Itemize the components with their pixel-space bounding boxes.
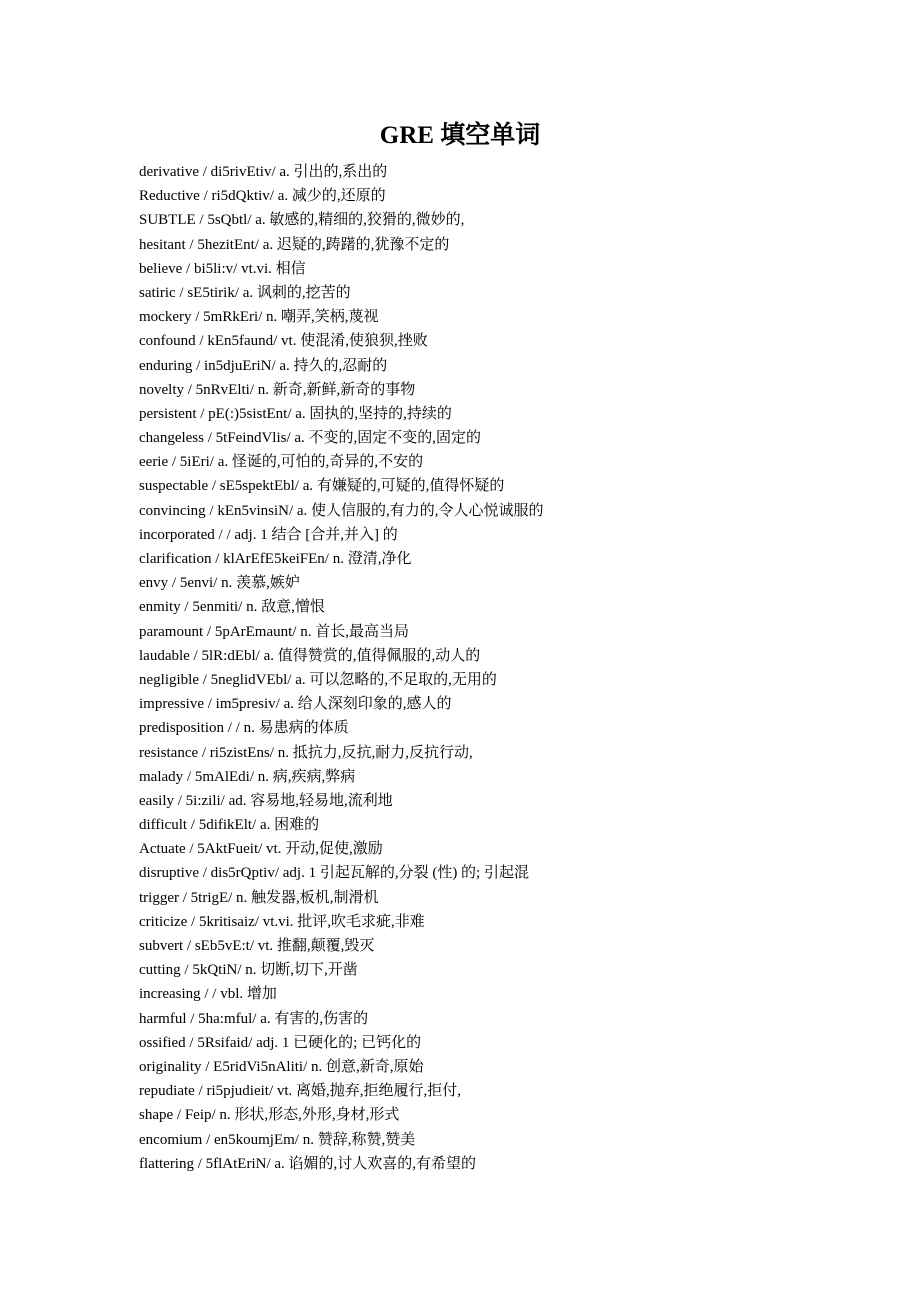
vocabulary-entry: predisposition / / n. 易患病的体质: [139, 720, 349, 737]
vocabulary-entry: hesitant / 5hezitEnt/ a. 迟疑的,踌躇的,犹豫不定的: [139, 236, 450, 253]
vocabulary-entry: shape / Feip/ n. 形状,形态,外形,身材,形式: [139, 1107, 400, 1124]
vocabulary-entry: difficult / 5difikElt/ a. 困难的: [139, 817, 320, 834]
vocabulary-entry: novelty / 5nRvElti/ n. 新奇,新鲜,新奇的事物: [139, 381, 416, 398]
vocabulary-entry: enmity / 5enmiti/ n. 敌意,憎恨: [139, 599, 325, 616]
vocabulary-entry: malady / 5mAlEdi/ n. 病,疾病,弊病: [139, 768, 356, 785]
vocabulary-entry: laudable / 5lR:dEbl/ a. 值得赞赏的,值得佩服的,动人的: [139, 647, 481, 664]
vocabulary-entry: convincing / kEn5vinsiN/ a. 使人信服的,有力的,令人心悦诚服的: [139, 502, 544, 519]
vocabulary-entry: Actuate / 5AktFueit/ vt. 开动,促使,激励: [139, 841, 383, 858]
vocabulary-entry: repudiate / ri5pjudieit/ vt. 离婚,抛弃,拒绝履行,拒付,: [139, 1083, 462, 1100]
vocabulary-entry: easily / 5i:zili/ ad. 容易地,轻易地,流利地: [139, 792, 393, 809]
vocabulary-entry: satiric / sE5tirik/ a. 讽刺的,挖苦的: [139, 284, 351, 301]
vocabulary-entry: disruptive / dis5rQptiv/ adj. 1 引起瓦解的,分裂 (性) 的; 引起混: [139, 865, 529, 882]
vocabulary-entry: trigger / 5trigE/ n. 触发器,板机,制滑机: [139, 889, 379, 906]
vocabulary-entry: enduring / in5djuEriN/ a. 持久的,忍耐的: [139, 357, 388, 374]
vocabulary-entry: resistance / ri5zistEns/ n. 抵抗力,反抗,耐力,反抗行动,: [139, 744, 473, 761]
vocabulary-entry: believe / bi5li:v/ vt.vi. 相信: [139, 260, 306, 277]
vocabulary-entry: changeless / 5tFeindVlis/ a. 不变的,固定不变的,固定的: [139, 430, 482, 447]
vocabulary-entry: negligible / 5neglidVEbl/ a. 可以忽略的,不足取的,无用的: [139, 671, 497, 688]
vocabulary-entry: persistent / pE(:)5sistEnt/ a. 固执的,坚持的,持续的: [139, 405, 452, 422]
vocabulary-list: [139, 160, 839, 1176]
vocabulary-entry: harmful / 5ha:mful/ a. 有害的,伤害的: [139, 1010, 369, 1027]
vocabulary-entry: envy / 5envi/ n. 羡慕,嫉妒: [139, 575, 300, 592]
vocabulary-entry: increasing / / vbl. 增加: [139, 986, 277, 1003]
vocabulary-entry: flattering / 5flAtEriN/ a. 谄媚的,讨人欢喜的,有希望的: [139, 1155, 477, 1172]
vocabulary-entry: derivative / di5rivEtiv/ a. 引出的,系出的: [139, 164, 388, 180]
vocabulary-entry: Reductive / ri5dQktiv/ a. 减少的,还原的: [139, 188, 386, 205]
vocabulary-entry: incorporated / / adj. 1 结合 [合并,并入] 的: [139, 526, 398, 543]
vocabulary-entry: impressive / im5presiv/ a. 给人深刻印象的,感人的: [139, 696, 452, 713]
vocabulary-entry: paramount / 5pArEmaunt/ n. 首长,最高当局: [139, 623, 409, 640]
vocabulary-entry: mockery / 5mRkEri/ n. 嘲弄,笑柄,蔑视: [139, 309, 379, 326]
vocabulary-entry: originality / E5ridVi5nAliti/ n. 创意,新奇,原始: [139, 1058, 424, 1075]
vocabulary-entry: SUBTLE / 5sQbtl/ a. 敏感的,精细的,狡猾的,微妙的,: [139, 212, 465, 229]
vocabulary-entry: ossified / 5Rsifaid/ adj. 1 已硬化的; 已钙化的: [139, 1034, 422, 1051]
document-title: GRE 填空单词: [379, 122, 541, 149]
vocabulary-entry: subvert / sEb5vE:t/ vt. 推翻,颠覆,毁灭: [139, 938, 375, 954]
vocabulary-entry: cutting / 5kQtiN/ n. 切断,切下,开凿: [139, 962, 358, 979]
vocabulary-entry: criticize / 5kritisaiz/ vt.vi. 批评,吹毛求疵,非难: [139, 913, 425, 930]
vocabulary-entry: clarification / klArEfE5keiFEn/ n. 澄清,净化: [139, 551, 412, 567]
vocabulary-entry: encomium / en5koumjEm/ n. 赞辞,称赞,赞美: [139, 1131, 416, 1148]
vocabulary-entry: confound / kEn5faund/ vt. 使混淆,使狼狈,挫败: [139, 333, 428, 350]
vocabulary-entry: suspectable / sE5spektEbl/ a. 有嫌疑的,可疑的,值得怀疑的: [139, 478, 505, 495]
vocabulary-entry: eerie / 5iEri/ a. 怪诞的,可怕的,奇异的,不安的: [139, 454, 424, 471]
